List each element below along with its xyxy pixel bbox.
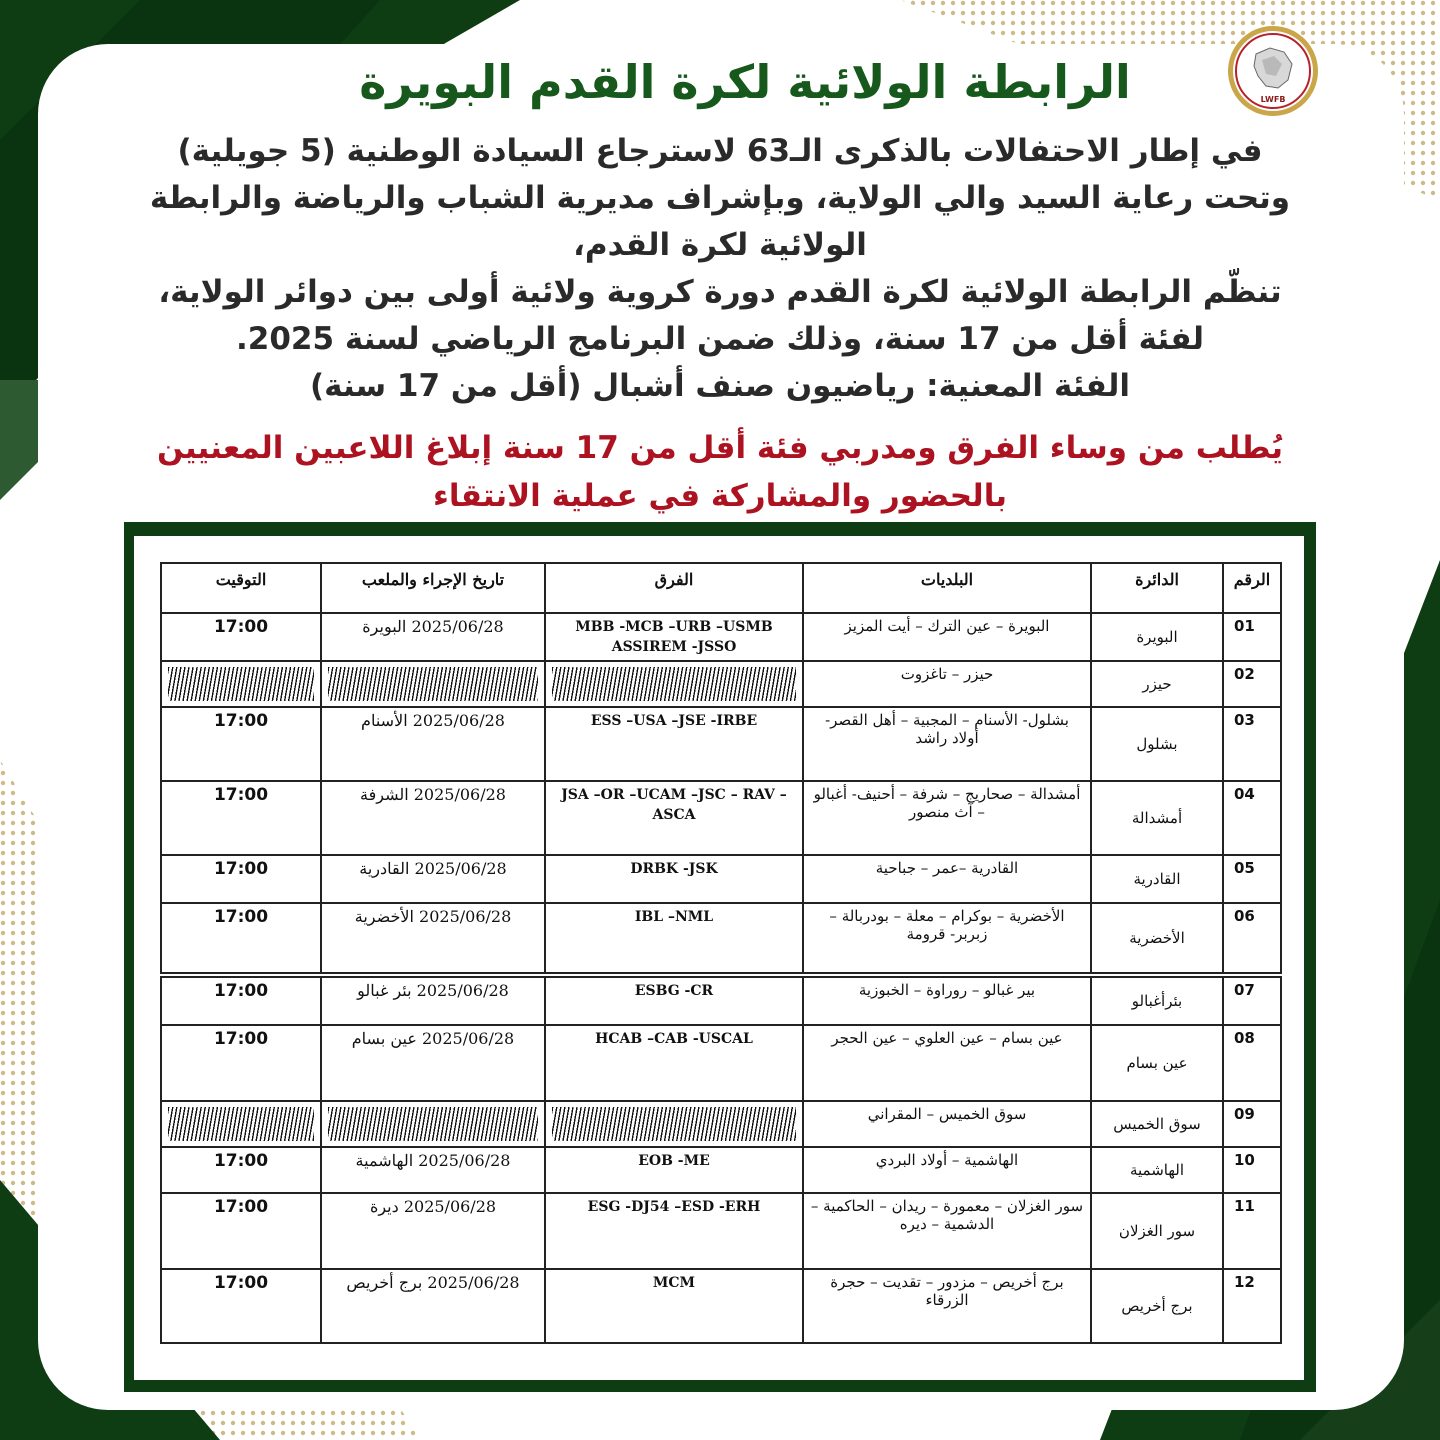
notice-line: بالحضور والمشاركة في عملية الانتقاء: [433, 478, 1007, 514]
table-row: [161, 661, 1281, 707]
cell-communes: الهاشمية – أولاد البردي: [803, 1147, 1091, 1193]
hatch-fill: [552, 1107, 796, 1141]
cell-communes: حيزر – تاغزوت: [803, 661, 1091, 707]
cell-date: 2025/06/28 البويرة: [321, 613, 545, 661]
cell-communes: عين بسام – عين العلوي – عين الحجر: [803, 1025, 1091, 1101]
table-row: [161, 855, 1281, 903]
cell-daira: القادرية: [1091, 855, 1223, 903]
table-row: [161, 975, 1281, 1025]
cell-daira: سور الغزلان: [1091, 1193, 1223, 1269]
hatch-fill: [328, 667, 538, 701]
intro-line: الفئة المعنية: رياضيون صنف أشبال (أقل من 17 سنة): [310, 368, 1130, 404]
table-row: [161, 1269, 1281, 1343]
cell-num: 03: [1223, 707, 1281, 781]
table-row: [161, 781, 1281, 855]
cell-time: 17:00: [161, 975, 321, 1025]
cell-date-hatched: [321, 661, 545, 707]
cell-date: 2025/06/28 بئر غبالو: [321, 975, 545, 1025]
cell-time: 17:00: [161, 613, 321, 661]
cell-communes: بشلول- الأسنام – المجبية – أهل القصر- أولاد راشد: [803, 707, 1091, 781]
cell-teams-hatched: [545, 661, 803, 707]
cell-daira: بئرأغبالو: [1091, 975, 1223, 1025]
cell-teams: DRBK -JSK: [545, 855, 803, 903]
cell-teams-hatched: [545, 1101, 803, 1147]
cell-time: 17:00: [161, 903, 321, 975]
cell-date: 2025/06/28 ديرة: [321, 1193, 545, 1269]
cell-num: 05: [1223, 855, 1281, 903]
cell-time: 17:00: [161, 855, 321, 903]
table-row: [161, 707, 1281, 781]
header-teams: الفرق: [545, 563, 803, 613]
cell-date-hatched: [321, 1101, 545, 1147]
header-date: تاريخ الإجراء والملعب: [321, 563, 545, 613]
cell-num: 12: [1223, 1269, 1281, 1343]
cell-date: 2025/06/28 الأخضرية: [321, 903, 545, 975]
cell-teams: EOB -ME: [545, 1147, 803, 1193]
cell-communes: أمشدالة – صحاريج – شرفة – أحنيف- أغبالو – آث منصور: [803, 781, 1091, 855]
cell-num: 08: [1223, 1025, 1281, 1101]
cell-time: 17:00: [161, 707, 321, 781]
hatch-fill: [168, 1107, 314, 1141]
cell-teams: JSA –OR –UCAM –JSC – RAV –ASCA: [545, 781, 803, 855]
table-row: [161, 1025, 1281, 1101]
cell-time: 17:00: [161, 1193, 321, 1269]
hatch-fill: [328, 1107, 538, 1141]
cell-communes: سوق الخميس – المقراني: [803, 1101, 1091, 1147]
intro-line: الولائية لكرة القدم،: [573, 227, 867, 263]
cell-date: 2025/06/28 الشرفة: [321, 781, 545, 855]
page-title: الرابطة الولائية لكرة القدم البويرة: [359, 55, 1131, 109]
cell-date: 2025/06/28 الهاشمية: [321, 1147, 545, 1193]
cell-time: 17:00: [161, 1025, 321, 1101]
cell-daira: البويرة: [1091, 613, 1223, 661]
cell-num: 02: [1223, 661, 1281, 707]
cell-teams: ESBG -CR: [545, 975, 803, 1025]
cell-teams: MCM: [545, 1269, 803, 1343]
cell-num: 09: [1223, 1101, 1281, 1147]
header-time: التوقيت: [161, 563, 321, 613]
cell-time-hatched: [161, 1101, 321, 1147]
cell-time: 17:00: [161, 1269, 321, 1343]
cell-teams: ESS –USA –JSE -IRBE: [545, 707, 803, 781]
cell-daira: بشلول: [1091, 707, 1223, 781]
cell-daira: أمشدالة: [1091, 781, 1223, 855]
cell-time: 17:00: [161, 1147, 321, 1193]
schedule-table: [160, 562, 1282, 1344]
hatch-fill: [168, 667, 314, 701]
cell-daira: الأخضرية: [1091, 903, 1223, 975]
cell-teams: IBL –NML: [545, 903, 803, 975]
cell-communes: سور الغزلان – معمورة – ريدان – الحاكمية – الدشمية – ديره: [803, 1193, 1091, 1269]
cell-teams: MBB -MCB –URB –USMB ASSIREM -JSSO: [545, 613, 803, 661]
cell-daira: الهاشمية: [1091, 1147, 1223, 1193]
cell-daira: عين بسام: [1091, 1025, 1223, 1101]
cell-teams: ESG -DJ54 –ESD -ERH: [545, 1193, 803, 1269]
cell-date: 2025/06/28 الأسنام: [321, 707, 545, 781]
cell-num: 06: [1223, 903, 1281, 975]
table-row: [161, 903, 1281, 975]
cell-date: 2025/06/28 برج أخريص: [321, 1269, 545, 1343]
cell-communes: بير غبالو – روراوة – الخبوزية: [803, 975, 1091, 1025]
svg-text:LWFB: LWFB: [1260, 95, 1286, 104]
cell-communes: الأخضرية – بوكرام – معلة – بودربالة – زبربر- قرومة: [803, 903, 1091, 975]
table-row: [161, 1101, 1281, 1147]
cell-time-hatched: [161, 661, 321, 707]
cell-num: 11: [1223, 1193, 1281, 1269]
cell-teams: HCAB –CAB -USCAL: [545, 1025, 803, 1101]
cell-num: 04: [1223, 781, 1281, 855]
cell-time: 17:00: [161, 781, 321, 855]
header-daira: الدائرة: [1091, 563, 1223, 613]
intro-line: تنظّم الرابطة الولائية لكرة القدم دورة كروية ولائية أولى بين دوائر الولاية،: [158, 274, 1282, 310]
intro-line: لفئة أقل من 17 سنة، وذلك ضمن البرنامج الرياضي لسنة 2025.: [235, 321, 1205, 357]
league-logo: [1226, 24, 1320, 118]
header-num: الرقم: [1223, 563, 1281, 613]
table-row: [161, 1147, 1281, 1193]
cell-daira: حيزر: [1091, 661, 1223, 707]
cell-num: 07: [1223, 975, 1281, 1025]
hatch-fill: [552, 667, 796, 701]
intro-line: في إطار الاحتفالات بالذكرى الـ63 لاسترجاع السيادة الوطنية (5 جويلية): [177, 133, 1263, 169]
cell-communes: برج أخريص – مزدور – تقديت – حجرة الزرقاء: [803, 1269, 1091, 1343]
cell-daira: سوق الخميس: [1091, 1101, 1223, 1147]
cell-num: 01: [1223, 613, 1281, 661]
intro-text: [70, 128, 1370, 410]
table-row: [161, 1193, 1281, 1269]
intro-line: وتحت رعاية السيد والي الولاية، وبإشراف مديرية الشباب والرياضة والرابطة: [149, 180, 1291, 216]
cell-daira: برج أخريص: [1091, 1269, 1223, 1343]
cell-date: 2025/06/28 القادرية: [321, 855, 545, 903]
cell-communes: البويرة – عين الترك – أيت المزيز: [803, 613, 1091, 661]
cell-num: 10: [1223, 1147, 1281, 1193]
notice-line: يُطلب من وساء الفرق ومدربي فئة أقل من 17 سنة إبلاغ اللاعبين المعنيين: [156, 430, 1284, 466]
header-communes: البلديات: [803, 563, 1091, 613]
table-row: [161, 613, 1281, 661]
notice-text: [70, 424, 1370, 520]
table-header-row: [161, 563, 1281, 613]
cell-communes: القادرية –عمر – جباحية: [803, 855, 1091, 903]
cell-date: 2025/06/28 عين بسام: [321, 1025, 545, 1101]
